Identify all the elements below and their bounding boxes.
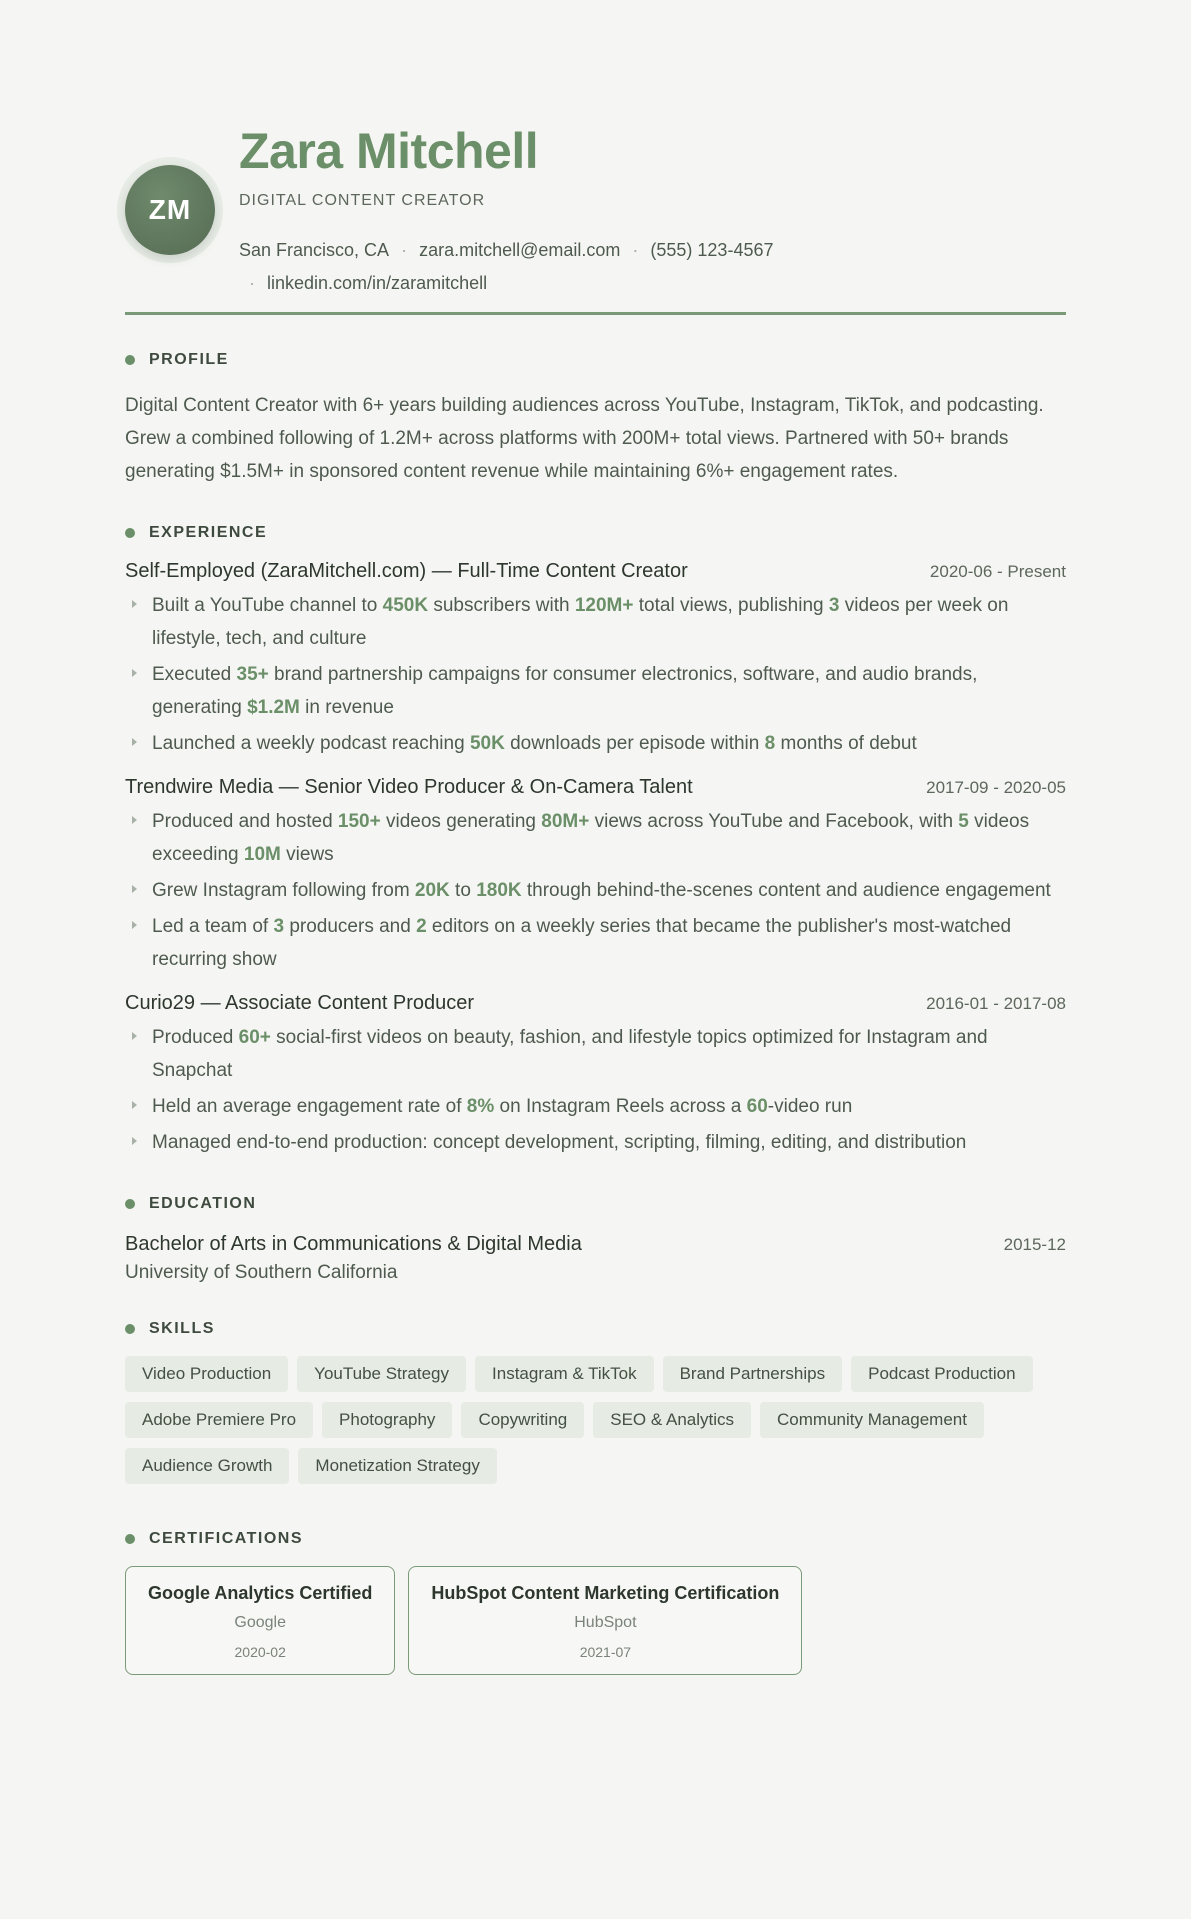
- job-title: [125, 560, 688, 583]
- section-heading: [125, 1195, 1066, 1213]
- highlight-metric: 60: [746, 1096, 768, 1117]
- skills-section: [125, 1320, 1066, 1494]
- certification-issuer: Google: [234, 1614, 286, 1631]
- skill-chip: Audience Growth: [125, 1448, 289, 1484]
- skill-chip: Podcast Production: [851, 1356, 1032, 1392]
- job-organization: Self-Employed (ZaraMitchell.com): [125, 560, 427, 582]
- separator: ·: [249, 273, 255, 293]
- certification-list: [125, 1566, 1066, 1675]
- highlight-metric: 20K: [414, 880, 450, 901]
- location: San Francisco, CA: [239, 240, 390, 260]
- job-bullet: [125, 1090, 1066, 1123]
- highlight-metric: 8%: [466, 1096, 495, 1117]
- job-bullet: [125, 727, 1066, 760]
- job-title: [125, 776, 693, 799]
- highlight-metric: 8: [764, 733, 776, 754]
- job-organization: Curio29: [125, 992, 196, 1014]
- section-heading: [125, 524, 1066, 542]
- job-header: [125, 560, 1066, 583]
- job-bullet: [125, 910, 1066, 976]
- job-title: [125, 992, 474, 1015]
- job-dates: 2017-09 - 2020-05: [926, 778, 1066, 797]
- bullet-text: in revenue: [299, 697, 394, 718]
- highlight-metric: 50K: [469, 733, 505, 754]
- bullet-text: brand partnership campaigns for consumer electronics, software, and audio brands, generating: [152, 664, 978, 718]
- profile-section: [125, 351, 1066, 488]
- bullet-text: Built a YouTube channel to: [152, 595, 383, 616]
- job-bullets: [125, 1021, 1066, 1159]
- job-header: [125, 776, 1066, 799]
- job-role: — Senior Video Producer & On-Camera Talent: [273, 776, 693, 798]
- job-organization: Trendwire Media: [125, 776, 274, 798]
- section-title: SKILLS: [149, 1320, 215, 1337]
- separator: ·: [632, 240, 639, 260]
- job-dates: 2020-06 - Present: [929, 562, 1066, 581]
- certifications-section: [125, 1530, 1066, 1675]
- job-bullet: [125, 1021, 1066, 1087]
- highlight-metric: 35+: [236, 664, 269, 685]
- phone[interactable]: (555) 123-4567: [650, 240, 774, 260]
- skill-chip: Brand Partnerships: [663, 1356, 843, 1392]
- bullet-text: videos generating: [380, 811, 542, 832]
- highlight-metric: 120M+: [574, 595, 634, 616]
- job-bullets: [125, 589, 1066, 760]
- job-dates: 2016-01 - 2017-08: [926, 994, 1066, 1013]
- job-bullet: [125, 874, 1066, 907]
- bullet-text: Executed: [152, 664, 237, 685]
- skill-chip: Video Production: [125, 1356, 288, 1392]
- bullet-text: Managed end-to-end production: concept development, scripting, filming, editing, and distribution: [152, 1132, 967, 1153]
- certification-name: HubSpot Content Marketing Certification: [431, 1583, 780, 1603]
- bullet-text: social-first videos on beauty, fashion, and lifestyle topics optimized for Instagram and Snapchat: [152, 1027, 988, 1081]
- skill-chip: Copywriting: [461, 1402, 584, 1438]
- job-bullet: [125, 589, 1066, 655]
- education-entry: [125, 1233, 1066, 1256]
- bullet-text: videos per week on lifestyle, tech, and culture: [152, 595, 1009, 649]
- candidate-name: Zara Mitchell: [239, 123, 539, 179]
- avatar: ZM: [125, 165, 215, 255]
- bullet-text: months of debut: [775, 733, 917, 754]
- bullet-text: videos exceeding: [152, 811, 1030, 865]
- education-section: [125, 1195, 1066, 1284]
- skill-chip: SEO & Analytics: [593, 1402, 751, 1438]
- header-text: [239, 120, 773, 300]
- job-list: [125, 560, 1066, 1159]
- separator: ·: [401, 240, 408, 260]
- bullet-text: views: [280, 844, 334, 865]
- job-entry: [125, 776, 1066, 976]
- job-entry: [125, 560, 1066, 760]
- job-bullet: [125, 805, 1066, 871]
- candidate-role: DIGITAL CONTENT CREATOR: [239, 192, 486, 209]
- bullet-text: Led a team of: [152, 916, 274, 937]
- highlight-metric: 10M: [243, 844, 281, 865]
- bullet-text: editors on a weekly series that became the publisher's most-watched recurring show: [152, 916, 1012, 970]
- section-title: EDUCATION: [149, 1195, 257, 1212]
- section-heading: [125, 351, 1066, 369]
- highlight-metric: $1.2M: [247, 697, 300, 718]
- section-title: EXPERIENCE: [149, 524, 268, 541]
- experience-section: [125, 524, 1066, 1159]
- bullet-text: subscribers with: [428, 595, 575, 616]
- bullet-dot-icon: [125, 1199, 135, 1209]
- section-title: PROFILE: [149, 351, 229, 368]
- bullet-dot-icon: [125, 528, 135, 538]
- job-bullet: [125, 658, 1066, 724]
- highlight-metric: 80M+: [541, 811, 590, 832]
- highlight-metric: 60+: [238, 1027, 271, 1048]
- skill-chip: Community Management: [760, 1402, 984, 1438]
- highlight-metric: 5: [958, 811, 969, 832]
- bullet-text: Launched a weekly podcast reaching: [152, 733, 470, 754]
- job-bullet: [125, 1126, 1066, 1159]
- bullet-text: on Instagram Reels across a: [494, 1096, 747, 1117]
- job-entry: [125, 992, 1066, 1159]
- certification-name: Google Analytics Certified: [148, 1583, 373, 1603]
- bullet-dot-icon: [125, 1534, 135, 1544]
- job-header: [125, 992, 1066, 1015]
- certification-issuer: HubSpot: [574, 1614, 637, 1631]
- job-role: — Full-Time Content Creator: [426, 560, 688, 582]
- highlight-metric: 3: [828, 595, 840, 616]
- bullet-text: to: [449, 880, 477, 901]
- bullet-text: Grew Instagram following from: [152, 880, 415, 901]
- bullet-text: Held an average engagement rate of: [152, 1096, 467, 1117]
- bullet-text: views across YouTube and Facebook, with: [589, 811, 959, 832]
- highlight-metric: 2: [416, 916, 427, 937]
- school: University of Southern California: [125, 1262, 398, 1283]
- certification-date: 2020-02: [234, 1644, 286, 1660]
- section-title: CERTIFICATIONS: [149, 1530, 304, 1547]
- skill-chip: Adobe Premiere Pro: [125, 1402, 313, 1438]
- highlight-metric: 450K: [382, 595, 429, 616]
- highlight-metric: 150+: [337, 811, 381, 832]
- bullet-text: Produced and hosted: [152, 811, 338, 832]
- bullet-dot-icon: [125, 355, 135, 365]
- highlight-metric: 3: [273, 916, 285, 937]
- bullet-text: total views, publishing: [633, 595, 829, 616]
- education-date: 2015-12: [1003, 1235, 1066, 1254]
- job-role: — Associate Content Producer: [195, 992, 475, 1014]
- skill-chip: Monetization Strategy: [298, 1448, 496, 1484]
- bullet-text: Produced: [152, 1027, 239, 1048]
- skill-chip: Instagram & TikTok: [475, 1356, 654, 1392]
- section-heading: [125, 1320, 1066, 1338]
- bullet-dot-icon: [125, 1324, 135, 1334]
- highlight-metric: 180K: [476, 880, 522, 901]
- skill-chip: YouTube Strategy: [297, 1356, 466, 1392]
- skills-list: [125, 1356, 1075, 1494]
- job-bullets: [125, 805, 1066, 976]
- profile-summary: Digital Content Creator with 6+ years building audiences across YouTube, Instagram, TikTok, and podcasting. Grew a combined following of 1.2M+ across platforms with 200M+ total views. Partnered with 50+ brands generating $1.5M+ in sponsored content revenue while maintaining 6%+ engagement rates.: [125, 395, 1044, 482]
- section-heading: [125, 1530, 1066, 1548]
- bullet-text: -video run: [767, 1096, 853, 1117]
- email-link[interactable]: zara.mitchell@email.com: [419, 240, 621, 260]
- header-divider: [125, 312, 1066, 315]
- skill-chip: Photography: [322, 1402, 452, 1438]
- contact-info: [239, 234, 773, 300]
- bullet-text: producers and: [284, 916, 417, 937]
- certification-card: [125, 1566, 395, 1675]
- linkedin-link[interactable]: linkedin.com/in/zaramitchell: [267, 273, 488, 293]
- bullet-text: through behind-the-scenes content and audience engagement: [521, 880, 1051, 901]
- degree: Bachelor of Arts in Communications & Digital Media: [125, 1233, 582, 1255]
- bullet-text: downloads per episode within: [504, 733, 765, 754]
- certification-card: [408, 1566, 802, 1675]
- resume-header: [125, 120, 1066, 293]
- certification-date: 2021-07: [579, 1644, 632, 1660]
